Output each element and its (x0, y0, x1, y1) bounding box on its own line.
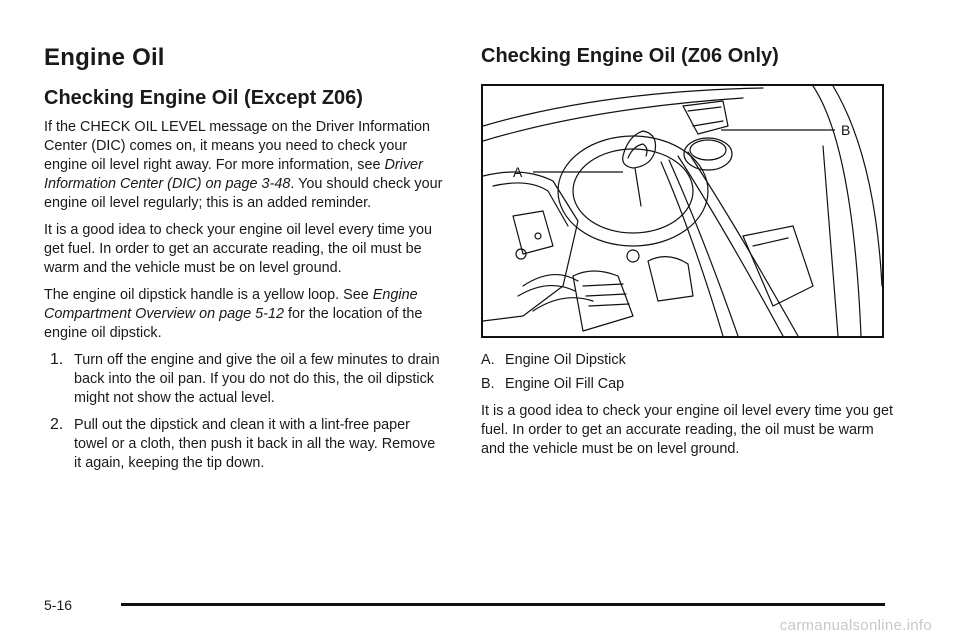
paragraph-dipstick-location (44, 286, 444, 343)
legend-key: B. (481, 376, 495, 392)
paragraph-text: If the CHECK OIL LEVEL message on the Driver Information Center (DIC) comes on, it means you need to check your engine oil level right away. For more information, see (44, 119, 431, 173)
left-column (44, 86, 444, 481)
step-item (44, 351, 444, 408)
step-text: Pull out the dipstick and clean it with a lint-free paper towel or a cloth, then push it back in all the way. Remove it again, keeping the tip down. (74, 417, 436, 471)
legend-label: Engine Oil Dipstick (505, 352, 626, 368)
paragraph-dic-message (44, 118, 444, 213)
figure-legend (481, 348, 901, 396)
legend-key: A. (481, 352, 495, 368)
step-number: 1. (50, 351, 64, 368)
step-text: Turn off the engine and give the oil a few minutes to drain back into the oil pan. If you do not do this, the oil dipstick might not show the actual level. (74, 352, 440, 406)
paragraph-check-every-fuel: It is a good idea to check your engine oil level every time you get fuel. In order to get an accurate reading, the oil must be warm and the vehicle must be on level ground. (44, 222, 432, 276)
callout-label-b: B (841, 122, 851, 138)
paragraph-text: The engine oil dipstick handle is a yellow loop. See (44, 287, 373, 303)
page-number: 5-16 (44, 597, 73, 613)
step-item (44, 416, 444, 473)
step-number: 2. (50, 416, 64, 433)
section-heading-z06-only: Checking Engine Oil (Z06 Only) (481, 45, 779, 67)
right-column (481, 44, 901, 459)
engine-bay-line-drawing (483, 86, 882, 336)
paragraph-text: . You should check your engine oil level regularly; this is an added reminder. (44, 176, 443, 211)
legend-item (481, 372, 901, 396)
legend-item (481, 348, 901, 372)
paragraph-text: for the location of the engine oil dipstick. (44, 306, 423, 341)
watermark: carmanualsonline.info (779, 617, 932, 634)
cross-reference-link-dic[interactable]: Driver Information Center (DIC) on page 3-48 (44, 157, 423, 192)
legend-label: Engine Oil Fill Cap (505, 376, 625, 392)
callout-label-a: A (513, 164, 523, 180)
paragraph-check-every-fuel-z06: It is a good idea to check your engine oil level every time you get fuel. In order to get an accurate reading, the oil must be warm and the vehicle must be on level ground. (481, 403, 893, 457)
section-heading-except-z06: Checking Engine Oil (Except Z06) (44, 87, 363, 109)
procedure-steps (44, 351, 444, 473)
engine-oil-illustration (481, 84, 884, 338)
cross-reference-link-engine-compartment[interactable]: Engine Compartment Overview on page 5-12 (44, 287, 418, 322)
page-title: Engine Oil (44, 44, 165, 71)
footer-rule (121, 603, 885, 606)
